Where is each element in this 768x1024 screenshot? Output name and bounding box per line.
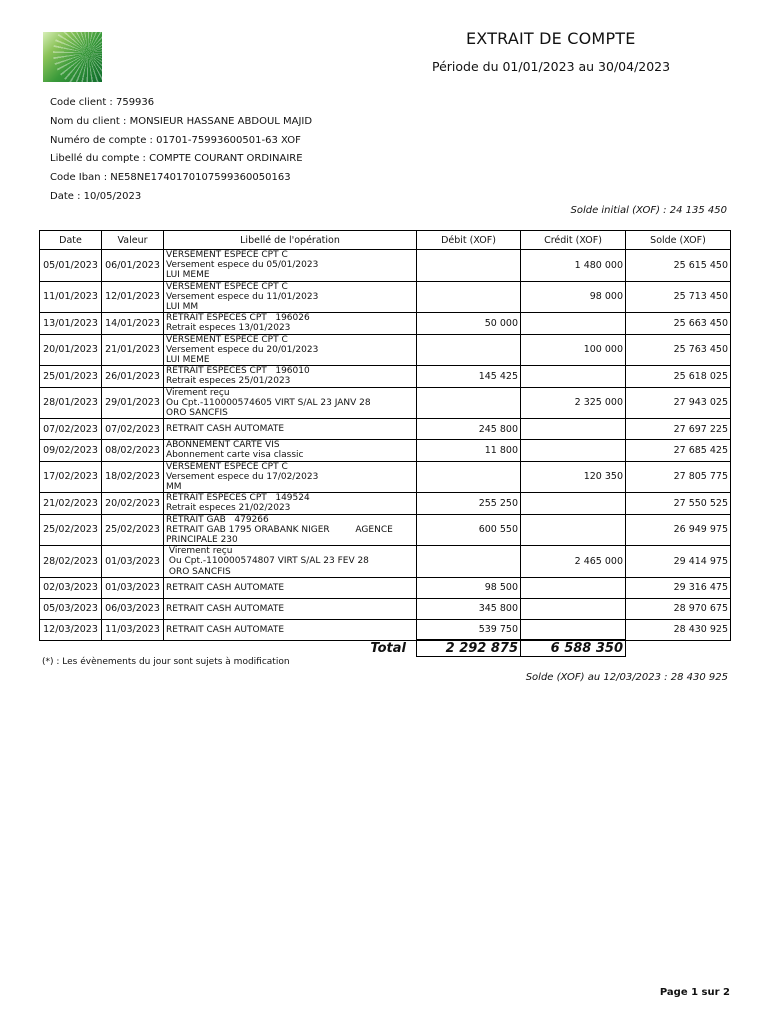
table-row	[40, 387, 731, 419]
libelle-line: RETRAIT CASH AUTOMATE	[166, 624, 285, 635]
cell-valeur: 25/02/2023	[102, 514, 164, 546]
cell-solde: 28 970 675	[626, 598, 731, 619]
cell-credit	[521, 440, 626, 461]
libelle-line: ORO SANCFIS	[166, 408, 228, 419]
libelle-line: ORO SANCFIS	[166, 566, 231, 577]
table-row	[40, 493, 731, 514]
col-credit: Crédit (XOF)	[521, 231, 626, 250]
cell-libelle	[164, 461, 417, 493]
libelle-line: Versement espece du 05/01/2023	[166, 260, 319, 271]
libelle-line: Abonnement carte visa classic	[166, 450, 304, 461]
cell-date: 09/02/2023	[40, 440, 102, 461]
cell-debit	[417, 387, 521, 419]
libelle-line: Virement reçu	[166, 387, 230, 398]
libelle-line: RETRAIT CASH AUTOMATE	[166, 582, 285, 593]
cell-date: 13/01/2023	[40, 313, 102, 334]
libelle-line: PRINCIPALE 230	[166, 535, 238, 546]
libelle-line: Ou Cpt.-110000574605 VIRT S/AL 23 JANV 28	[166, 397, 371, 408]
cell-valeur: 01/03/2023	[102, 577, 164, 598]
cell-libelle	[164, 366, 417, 387]
account-number: Numéro de compte : 01701-75993600501-63 XOF	[50, 134, 301, 146]
cell-libelle	[164, 619, 417, 640]
table-row	[40, 250, 731, 282]
cell-date: 05/03/2023	[40, 598, 102, 619]
cell-credit: 2 325 000	[521, 387, 626, 419]
cell-credit	[521, 366, 626, 387]
cell-credit	[521, 313, 626, 334]
cell-date: 28/01/2023	[40, 387, 102, 419]
page-title: EXTRAIT DE COMPTE	[466, 29, 636, 48]
cell-solde: 26 949 975	[626, 514, 731, 546]
cell-date: 25/02/2023	[40, 514, 102, 546]
cell-credit: 2 465 000	[521, 546, 626, 578]
cell-debit: 255 250	[417, 493, 521, 514]
cell-date: 25/01/2023	[40, 366, 102, 387]
cell-date: 20/01/2023	[40, 334, 102, 366]
col-solde: Solde (XOF)	[626, 231, 731, 250]
cell-credit: 100 000	[521, 334, 626, 366]
cell-valeur: 26/01/2023	[102, 366, 164, 387]
cell-valeur: 21/01/2023	[102, 334, 164, 366]
col-debit: Débit (XOF)	[417, 231, 521, 250]
cell-libelle	[164, 281, 417, 313]
libelle-line: LUI MEME	[166, 270, 210, 281]
table-row	[40, 419, 731, 440]
cell-date: 11/01/2023	[40, 281, 102, 313]
cell-libelle	[164, 419, 417, 440]
total-debit: 2 292 875	[417, 640, 521, 657]
table-row	[40, 366, 731, 387]
final-balance: Solde (XOF) au 12/03/2023 : 28 430 925	[525, 672, 728, 683]
cell-solde: 29 316 475	[626, 577, 731, 598]
cell-solde: 29 414 975	[626, 546, 731, 578]
libelle-line: Retrait especes 21/02/2023	[166, 503, 291, 514]
libelle-line: VERSEMENT ESPECE CPT C	[166, 250, 288, 260]
col-libelle: Libellé de l'opération	[164, 231, 417, 250]
cell-date: 12/03/2023	[40, 619, 102, 640]
cell-date: 21/02/2023	[40, 493, 102, 514]
cell-solde: 25 713 450	[626, 281, 731, 313]
cell-credit	[521, 619, 626, 640]
libelle-line: RETRAIT GAB 1795 ORABANK NIGER AGENCE	[166, 524, 393, 535]
cell-solde: 25 763 450	[626, 334, 731, 366]
table-row	[40, 461, 731, 493]
table-header-row	[40, 231, 731, 250]
cell-debit: 50 000	[417, 313, 521, 334]
cell-solde: 27 685 425	[626, 440, 731, 461]
cell-debit: 11 800	[417, 440, 521, 461]
page-number: Page 1 sur 2	[659, 987, 730, 998]
table-row	[40, 546, 731, 578]
total-row	[40, 640, 731, 657]
cell-credit	[521, 514, 626, 546]
cell-libelle	[164, 313, 417, 334]
client-name: Nom du client : MONSIEUR HASSANE ABDOUL MAJID	[50, 115, 313, 127]
libelle-line: RETRAIT CASH AUTOMATE	[166, 603, 285, 614]
total-credit: 6 588 350	[521, 640, 626, 657]
cell-solde: 27 697 225	[626, 419, 731, 440]
cell-solde: 25 618 025	[626, 366, 731, 387]
cell-credit	[521, 493, 626, 514]
statement-date: Date : 10/05/2023	[50, 190, 142, 202]
libelle-line: Retrait especes 13/01/2023	[166, 323, 291, 334]
cell-solde: 25 615 450	[626, 250, 731, 282]
cell-credit: 98 000	[521, 281, 626, 313]
libelle-line: Ou Cpt.-110000574807 VIRT S/AL 23 FEV 28	[166, 556, 369, 567]
cell-debit	[417, 461, 521, 493]
libelle-line: VERSEMENT ESPECE CPT C	[166, 281, 288, 292]
client-code: Code client : 759936	[50, 97, 155, 108]
table-row	[40, 619, 731, 640]
cell-credit	[521, 419, 626, 440]
cell-solde: 27 805 775	[626, 461, 731, 493]
libelle-line: ABONNEMENT CARTE VIS	[166, 440, 280, 451]
libelle-line: RETRAIT CASH AUTOMATE	[166, 424, 285, 435]
cell-solde: 27 943 025	[626, 387, 731, 419]
cell-date: 05/01/2023	[40, 250, 102, 282]
cell-credit: 1 480 000	[521, 250, 626, 282]
cell-valeur: 20/02/2023	[102, 493, 164, 514]
libelle-line: Retrait especes 25/01/2023	[166, 376, 291, 387]
libelle-line: RETRAIT ESPECES CPT 196026	[166, 313, 310, 324]
cell-date: 17/02/2023	[40, 461, 102, 493]
cell-valeur: 14/01/2023	[102, 313, 164, 334]
cell-valeur: 07/02/2023	[102, 419, 164, 440]
libelle-line: RETRAIT GAB 479266	[166, 514, 269, 525]
initial-balance: Solde initial (XOF) : 24 135 450	[570, 205, 727, 216]
cell-valeur: 01/03/2023	[102, 546, 164, 578]
table-row	[40, 440, 731, 461]
cell-debit: 600 550	[417, 514, 521, 546]
cell-solde: 28 430 925	[626, 619, 731, 640]
libelle-line: RETRAIT ESPECES CPT 196010	[166, 366, 310, 377]
table-row	[40, 281, 731, 313]
libelle-line: RETRAIT ESPECES CPT 149524	[166, 493, 310, 504]
cell-debit: 245 800	[417, 419, 521, 440]
libelle-line: VERSEMENT ESPECE CPT C	[166, 461, 288, 472]
libelle-line: LUI MEME	[166, 355, 210, 366]
cell-credit	[521, 598, 626, 619]
cell-debit: 98 500	[417, 577, 521, 598]
libelle-line: Virement reçu	[166, 546, 233, 557]
table-row	[40, 313, 731, 334]
bank-logo	[43, 32, 102, 82]
col-date: Date	[40, 231, 102, 250]
libelle-line: Versement espece du 11/01/2023	[166, 291, 319, 302]
total-label: Total	[370, 641, 406, 657]
cell-date: 07/02/2023	[40, 419, 102, 440]
libelle-line: VERSEMENT ESPECE CPT C	[166, 334, 288, 345]
cell-libelle	[164, 440, 417, 461]
cell-debit: 345 800	[417, 598, 521, 619]
client-info	[50, 94, 312, 207]
cell-debit: 145 425	[417, 366, 521, 387]
cell-valeur: 06/03/2023	[102, 598, 164, 619]
libelle-line: MM	[166, 482, 182, 493]
cell-valeur: 29/01/2023	[102, 387, 164, 419]
cell-solde: 25 663 450	[626, 313, 731, 334]
iban-code: Code Iban : NE58NE1740170107599360050163	[50, 172, 291, 184]
table-row	[40, 334, 731, 366]
cell-libelle	[164, 250, 417, 282]
cell-valeur: 06/01/2023	[102, 250, 164, 282]
cell-valeur: 08/02/2023	[102, 440, 164, 461]
table-row	[40, 514, 731, 546]
col-valeur: Valeur	[102, 231, 164, 250]
table-row	[40, 598, 731, 619]
libelle-line: Versement espece du 17/02/2023	[166, 471, 319, 482]
cell-credit: 120 350	[521, 461, 626, 493]
cell-valeur: 11/03/2023	[102, 619, 164, 640]
cell-libelle	[164, 334, 417, 366]
cell-debit	[417, 546, 521, 578]
account-label: Libellé du compte : COMPTE COURANT ORDINAIRE	[50, 153, 303, 165]
cell-valeur: 12/01/2023	[102, 281, 164, 313]
cell-date: 02/03/2023	[40, 577, 102, 598]
cell-libelle	[164, 387, 417, 419]
cell-libelle	[164, 577, 417, 598]
libelle-line: Versement espece du 20/01/2023	[166, 344, 319, 355]
cell-debit	[417, 281, 521, 313]
cell-credit	[521, 577, 626, 598]
cell-libelle	[164, 514, 417, 546]
cell-debit	[417, 334, 521, 366]
statement-period: Période du 01/01/2023 au 30/04/2023	[432, 59, 671, 74]
cell-debit	[417, 250, 521, 282]
libelle-line: LUI MM	[166, 302, 199, 313]
footnote: (*) : Les évènements du jour sont sujets à modification	[42, 657, 290, 667]
cell-valeur: 18/02/2023	[102, 461, 164, 493]
cell-libelle	[164, 598, 417, 619]
cell-date: 28/02/2023	[40, 546, 102, 578]
cell-libelle	[164, 493, 417, 514]
cell-debit: 539 750	[417, 619, 521, 640]
table-row	[40, 577, 731, 598]
cell-libelle	[164, 546, 417, 578]
cell-solde: 27 550 525	[626, 493, 731, 514]
operations-table	[39, 230, 731, 657]
